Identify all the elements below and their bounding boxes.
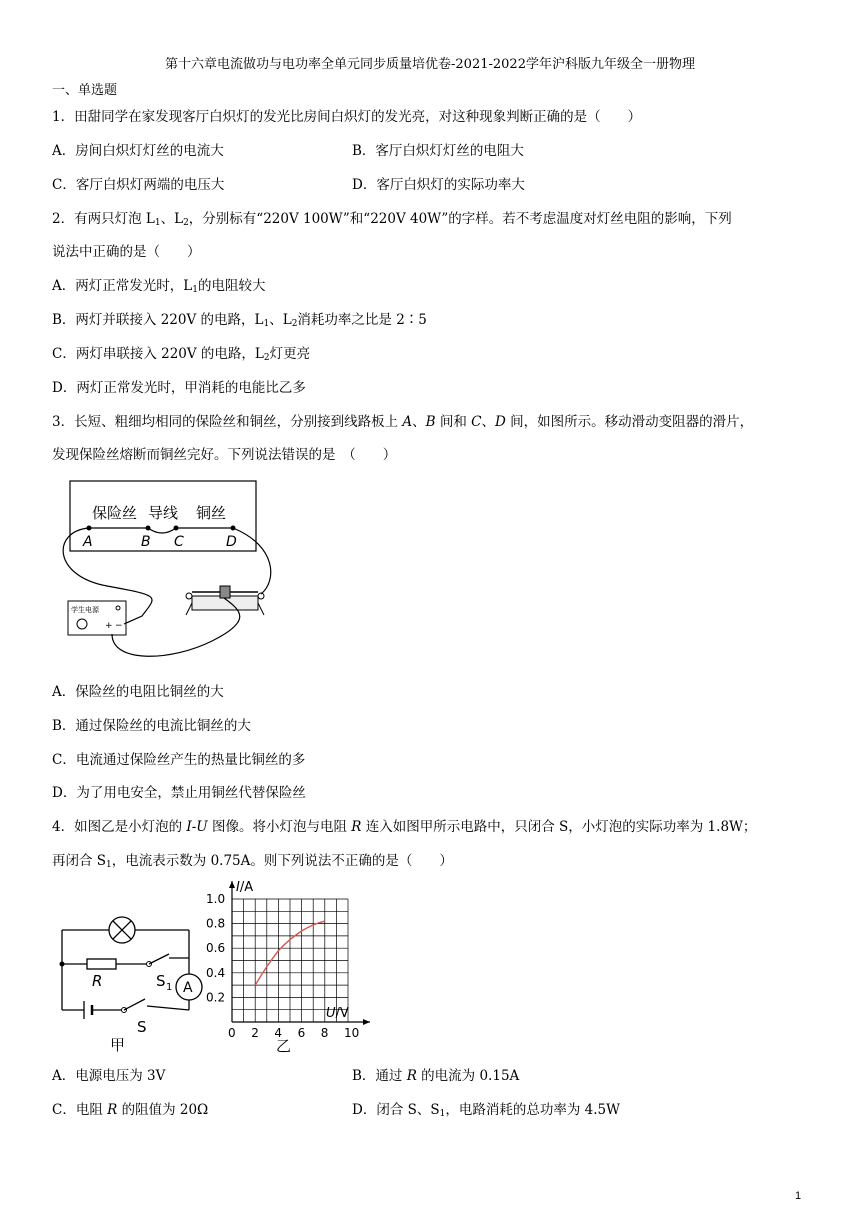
connecting-wire (148, 528, 176, 533)
terminal-d-label: D (226, 534, 237, 550)
power-supply-label: 学生电源 (71, 606, 99, 614)
q4-stem (52, 815, 756, 835)
subscript: 1 (192, 285, 198, 295)
q3-option-a: A．保险丝的电阻比铜丝的大 (52, 684, 224, 700)
q3-stem-part: 3．长短、粗细均相同的保险丝和铜丝，分别接到线路板上 (52, 414, 403, 430)
switch-s1-subscript: 1 (166, 982, 173, 993)
y-tick-label: 0.6 (206, 941, 226, 956)
q2-stem-part: ，分别标有“220V 100W”和“220V 40W”的字样。若不考虑温度对灯丝电阻的影响，下列 (188, 211, 732, 227)
q2-option-a-part: A．两灯正常发光时，L (52, 278, 193, 294)
resistor-symbol: R (406, 1068, 417, 1084)
resistor-symbol: R (351, 819, 362, 835)
q2-option-c-part: C．两灯串联接入 220V 的电路，L (52, 346, 264, 362)
switch-s-blade (124, 999, 145, 1010)
y-tick-label: 0.8 (206, 916, 226, 931)
x-axis-arrow (363, 1019, 370, 1025)
resistor (87, 959, 116, 969)
q2-option-b-part: 、L (269, 312, 292, 328)
y-axis-arrow (229, 881, 235, 888)
q2-stem (52, 207, 732, 228)
q2-option-b-part: 消耗功率之比是 2∶5 (297, 312, 427, 328)
point-b-label: B (425, 414, 436, 430)
q1-stem: 1．田甜同学在家发现客厅白炽灯的发光比房间白炽灯的发光亮，对这种现象判断正确的是（ ） (52, 109, 642, 125)
subscript: 2 (183, 218, 189, 228)
resistor-symbol: R (107, 1102, 118, 1118)
q2-option-a-part: 的电阻较大 (197, 278, 266, 294)
y-tick-label: 0.4 (206, 965, 226, 980)
y-tick-label: 0.2 (206, 990, 226, 1005)
q2-option-c-part: 灯更亮 (269, 346, 311, 362)
point-c-label: C (471, 414, 482, 430)
resistor-label: R (92, 972, 103, 990)
document-title: 第十六章电流做功与电功率全单元同步质量培优卷-2021-2022学年沪科版九年级全一册物理 (165, 57, 695, 72)
q4-option-b-part: B．通过 (352, 1068, 407, 1084)
minus-terminal-label: − (115, 621, 123, 631)
switch-s1-label: S (156, 972, 166, 990)
subscript: 1 (439, 1109, 446, 1119)
q2-option-a (52, 274, 265, 295)
figure-jia-label: 甲 (110, 1036, 126, 1054)
page-number: 1 (795, 1190, 802, 1202)
q4-option-c-part: C．电阻 (52, 1102, 108, 1118)
q3-stem-line2: 发现保险丝熔断而铜丝完好。下列说法错误的是 （ ） (52, 447, 397, 463)
q4-stem-part: 4．如图乙是小灯泡的 (52, 819, 187, 835)
point-d-label: D (495, 414, 506, 430)
q3-option-c: C．电流通过保险丝产生的热量比铜丝的多 (52, 752, 306, 768)
q2-stem-line2: 说法中正确的是（ ） (52, 244, 201, 260)
copper-label: 铜丝 (196, 504, 227, 522)
iu-label: I-U (186, 819, 208, 835)
q3-stem-part: 间，如图所示。移动滑动变阻器的滑片， (505, 414, 754, 430)
lead-d-to-rheostat (233, 528, 271, 594)
q1-option-b: B．客厅白炽灯灯丝的电阻大 (352, 143, 524, 159)
q4-option-d-part: ，电路消耗的总功率为 4.5W (445, 1102, 620, 1118)
q4-stem-line2 (52, 849, 453, 870)
q4-option-b (352, 1064, 519, 1084)
subscript: 1 (263, 319, 270, 329)
q4-stem-part: 连入如图甲所示电路中，只闭合 S，小灯泡的实际功率为 1.8W； (361, 819, 757, 835)
q2-option-b-part: B．两灯并联接入 220V 的电路，L (52, 312, 264, 328)
x-tick-label: 2 (251, 1026, 259, 1040)
subscript: 1 (154, 218, 161, 228)
q1-option-d: D．客厅白炽灯的实际功率大 (352, 177, 525, 193)
terminal-a-label: A (83, 534, 93, 550)
q2-option-b (52, 308, 427, 329)
q4-stem-part: 再闭合 S (52, 853, 107, 869)
q3-stem-part: 间和 (435, 414, 472, 430)
q2-option-d: D．两灯正常发光时，甲消耗的电能比乙多 (52, 380, 306, 396)
point-a-label: A (402, 414, 413, 430)
q3-stem-part: 、 (412, 414, 426, 430)
subscript: 1 (106, 860, 112, 870)
x-tick-label: 4 (274, 1026, 283, 1040)
y-axis-label: I/A (236, 880, 254, 895)
figure-yi-label: 乙 (276, 1037, 292, 1055)
wire-label: 导线 (148, 504, 179, 522)
ammeter-label: A (183, 980, 193, 996)
q4-option-b-part: 的电流为 0.15A (416, 1068, 520, 1084)
x-tick-label: 8 (320, 1026, 329, 1040)
switch-s-label: S (137, 1018, 147, 1036)
x-tick-label: 6 (297, 1026, 306, 1040)
lamp (109, 917, 135, 943)
q4-option-c-part: 的阻值为 20Ω (117, 1102, 209, 1118)
q4-option-c (52, 1098, 208, 1118)
iu-chart (200, 875, 390, 1055)
sliding-rheostat (186, 586, 264, 615)
terminal-b (146, 526, 151, 531)
x-axis-label: U/V (326, 1006, 349, 1021)
subscript: 2 (263, 353, 270, 363)
q4-stem-part: ，电流表示数为 0.75A。则下列说法不正确的是（ ） (111, 853, 453, 869)
q4-option-a: A．电源电压为 3V (52, 1068, 166, 1084)
switch-s1-blade (149, 954, 169, 964)
q1-option-a: A．房间白炽灯灯丝的电流大 (52, 143, 224, 159)
x-tick-label: 10 (344, 1026, 360, 1040)
q4-stem-part: 图像。将小灯泡与电阻 (207, 819, 352, 835)
q3-circuit-figure (52, 476, 282, 664)
section-heading: 一、单选题 (52, 83, 118, 98)
q4-option-d (352, 1098, 620, 1119)
q3-stem-part: 、 (481, 414, 495, 430)
x-tick-label: 0 (228, 1026, 236, 1040)
fuse-label: 保险丝 (92, 504, 138, 522)
terminal-b-label: B (141, 534, 151, 550)
q3-option-b: B．通过保险丝的电流比铜丝的大 (52, 718, 251, 734)
terminal-c (174, 526, 179, 531)
q2-stem-part: 2．有两只灯泡 L (52, 211, 155, 227)
q2-option-c (52, 342, 310, 363)
q3-option-d: D．为了用电安全，禁止用铜丝代替保险丝 (52, 785, 306, 801)
terminal-c-label: C (174, 534, 184, 550)
resistor-node (60, 962, 65, 967)
q2-stem-part: 、L (160, 211, 184, 227)
y-tick-label: 1.0 (206, 892, 226, 906)
q4-option-d-part: D．闭合 S、S (352, 1102, 440, 1118)
q1-option-c: C．客厅白炽灯两端的电压大 (52, 177, 225, 193)
subscript: 2 (291, 319, 298, 329)
plus-terminal-label: + (105, 621, 113, 631)
q4-circuit-figure (52, 910, 212, 1055)
q3-stem (52, 410, 753, 430)
